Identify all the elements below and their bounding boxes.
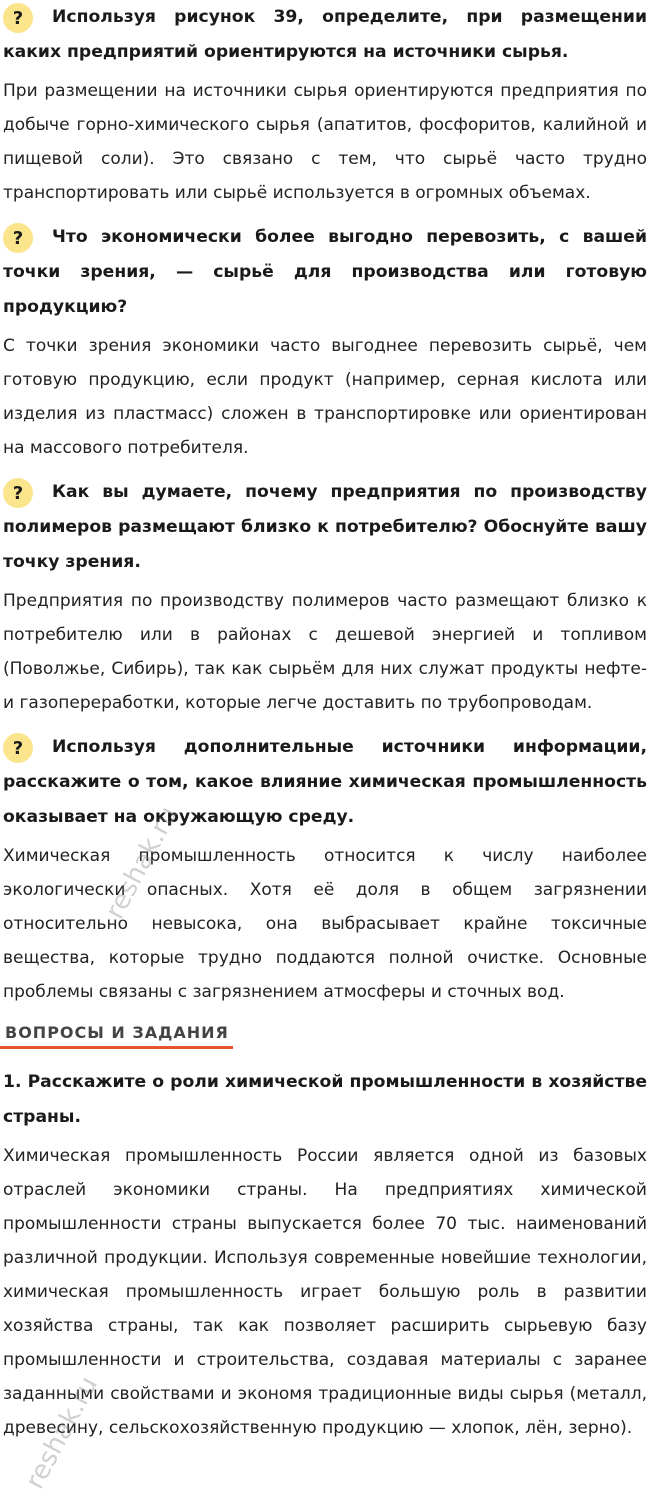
section-heading: ВОПРОСЫ И ЗАДАНИЯ <box>0 1023 233 1049</box>
watermark-bottom: reshak.ru <box>20 1371 105 1495</box>
answer-text: Химическая промышленность относится к числу наиболее экологически опасных. Хотя её доля в общем загрязнении относительно невысока, она выбрасывает крайне токсичные вещества, которые трудно поддаются полной очистке. Основные проблемы связаны с загрязнением атмосферы и сточных вод. <box>3 846 647 1002</box>
task-title: 1. Расскажите о роли химической промышленности в хозяйстве страны. <box>3 1072 647 1127</box>
question-block-1 <box>0 0 649 70</box>
question-block-4 <box>0 730 649 835</box>
question-block-2 <box>0 220 649 325</box>
answer-text: При размещении на источники сырья ориентируются предприятия по добыче горно-химического сырья (апатитов, фосфоритов, калийной и пищевой соли). Это связано с тем, что сырьё часто трудно транспортировать или сырьё используется в огромных объемах. <box>3 81 647 203</box>
question-mark-icon: ? <box>3 3 33 33</box>
answer-text: С точки зрения экономики часто выгоднее перевозить сырьё, чем готовую продукцию, если продукт (например, серная кислота или изделия из пластмасс) сложен в транспортировке или ориентирован на массового потребителя. <box>3 336 647 458</box>
question-block-3 <box>0 475 649 580</box>
question-text: Используя рисунок 39, определите, при размещении каких предприятий ориентируются на источники сырья. <box>3 7 647 62</box>
section-heading-wrapper <box>0 1023 649 1049</box>
question-mark-icon: ? <box>3 478 33 508</box>
question-text: Используя дополнительные источники информации, расскажите о том, какое влияние химическая промышленность оказывает на окружающую среду. <box>3 737 647 827</box>
watermark-top: reshak.ru <box>100 801 185 925</box>
question-text: Как вы думаете, почему предприятия по производству полимеров размещают близко к потребителю? Обоснуйте вашу точку зрения. <box>3 482 647 572</box>
question-mark-icon: ? <box>3 733 33 763</box>
question-text: Что экономически более выгодно перевозить, с вашей точки зрения, — сырьё для производства или готовую продукцию? <box>3 227 647 317</box>
task-answer: Химическая промышленность России является одной из базовых отраслей экономики страны. На предприятиях химической промышленности страны выпускается более 70 тыс. наименований различной продукции. Используя современные новейшие технологии, химическая промышленность играет большую роль в развитии хозяйства страны, так как позволяет расширить сырьевую базу промышленности и строительства, создавая материалы с заранее заданными свойствами и экономя традиционные виды сырья (металл, древесину, сельскохозяйственную продукцию — хлопок, лён, зерно). <box>3 1146 647 1438</box>
answer-text: Предприятия по производству полимеров часто размещают близко к потребителю или в районах с дешевой энергией и топливом (Поволжье, Сибирь), так как сырьём для них служат продукты нефте- и газопереработки, которые легче доставить по трубопроводам. <box>3 591 647 713</box>
question-mark-icon: ? <box>3 223 33 253</box>
